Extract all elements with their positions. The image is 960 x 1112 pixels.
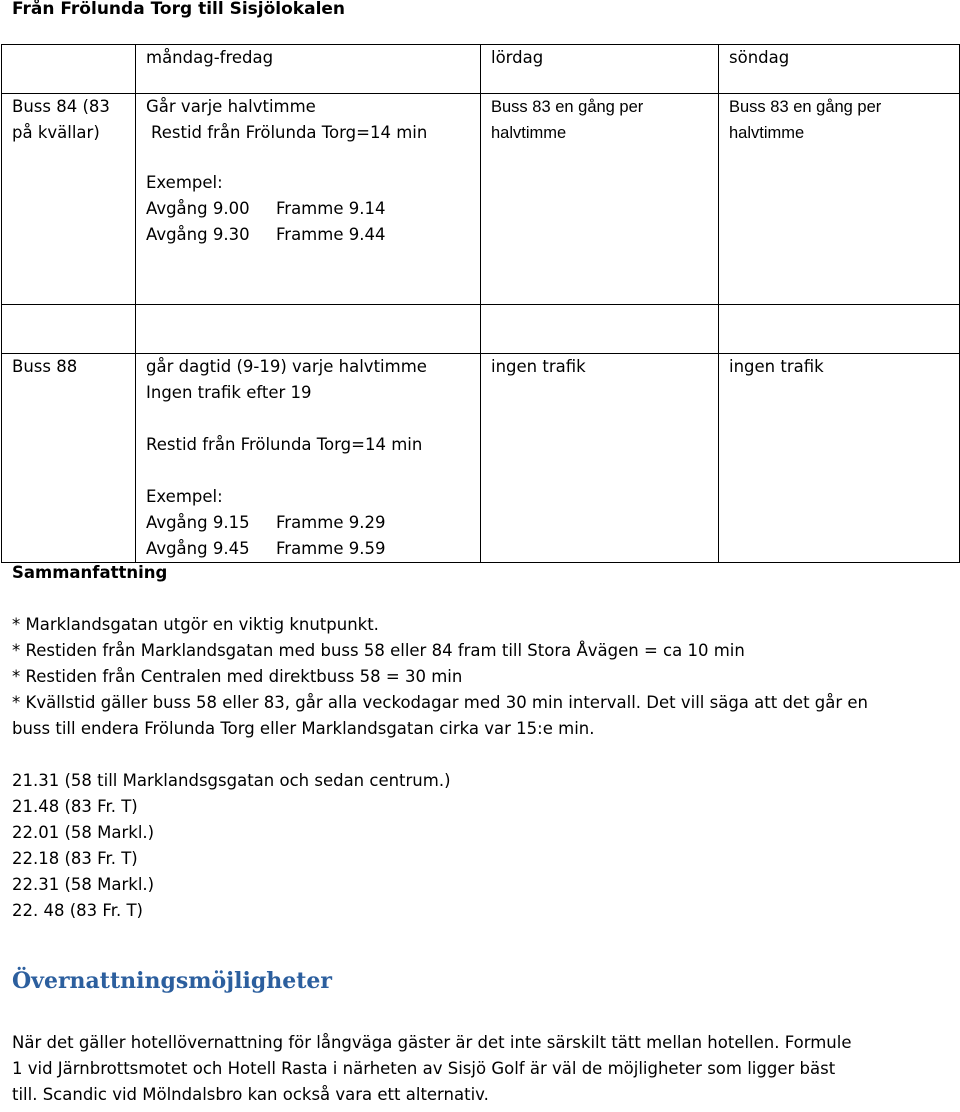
table-row-bus88 xyxy=(2,354,960,563)
evening-times-list xyxy=(12,768,942,924)
sunday-text: halvtimme xyxy=(729,124,805,142)
example-label: Exempel: xyxy=(146,173,223,192)
example-line xyxy=(146,222,480,248)
summary-lines xyxy=(12,612,942,742)
accommodation-line: till. Scandic vid Mölndalsbro kan också vara ett alternativ. xyxy=(12,1085,489,1104)
table-header-row xyxy=(2,45,960,94)
spacer-cell xyxy=(719,305,960,354)
weekday-cell xyxy=(136,94,481,305)
accommodation-line: 1 vid Järnbrottsmotet och Hotell Rasta i närheten av Sisjö Golf är väl de möjligheter som ligger bäst xyxy=(12,1059,836,1078)
spacer-cell xyxy=(2,305,136,354)
summary-line: * Marklandsgatan utgör en viktig knutpunkt. xyxy=(12,615,379,634)
weekday-travel-time: Restid från Frölunda Torg=14 min xyxy=(151,123,428,142)
weekday-no-traffic: Ingen trafik efter 19 xyxy=(146,383,312,402)
sunday-text: ingen trafik xyxy=(729,357,824,376)
table-spacer-row xyxy=(2,305,960,354)
example-line xyxy=(146,510,480,536)
row-label-cell xyxy=(2,94,136,305)
summary-line: * Restiden från Marklandsgatan med buss 58 eller 84 fram till Stora Åvägen = ca 10 min xyxy=(12,641,745,660)
accommodation-heading: Övernattningsmöjligheter xyxy=(12,968,332,994)
example-line xyxy=(146,536,480,562)
header-empty-cell xyxy=(2,45,136,94)
weekday-travel-time: Restid från Frölunda Torg=14 min xyxy=(146,435,423,454)
example-arrival: Framme 9.29 xyxy=(276,513,386,532)
summary-line: buss till endera Frölunda Torg eller Marklandsgatan cirka var 15:e min. xyxy=(12,719,595,738)
saturday-text: ingen trafik xyxy=(491,357,586,376)
saturday-cell xyxy=(481,354,719,563)
saturday-text: halvtimme xyxy=(491,124,567,142)
sunday-cell xyxy=(719,354,960,563)
example-arrival: Framme 9.14 xyxy=(276,199,386,218)
evening-time: 22.31 (58 Markl.) xyxy=(12,875,155,894)
sunday-cell xyxy=(719,94,960,305)
summary-heading: Sammanfattning xyxy=(12,563,168,582)
evening-time: 22. 48 (83 Fr. T) xyxy=(12,901,143,920)
spacer-cell xyxy=(481,305,719,354)
evening-time: 22.18 (83 Fr. T) xyxy=(12,849,138,868)
accommodation-line: När det gäller hotellövernattning för långväga gäster är det inte särskilt tätt mellan hotellen. Formule xyxy=(12,1033,852,1052)
weekday-cell xyxy=(136,354,481,563)
header-weekday: måndag-fredag xyxy=(136,45,481,94)
example-arrival: Framme 9.44 xyxy=(276,225,386,244)
example-arrival: Framme 9.59 xyxy=(276,539,386,558)
evening-time: 21.48 (83 Fr. T) xyxy=(12,797,138,816)
row-label-line: Buss 84 (83 xyxy=(12,97,110,116)
header-sunday: söndag xyxy=(719,45,960,94)
example-departure: Avgång 9.00 xyxy=(146,199,250,218)
header-saturday: lördag xyxy=(481,45,719,94)
example-departure: Avgång 9.15 xyxy=(146,513,250,532)
accommodation-text xyxy=(12,1030,942,1108)
summary-line: * Restiden från Centralen med direktbuss 58 = 30 min xyxy=(12,667,463,686)
example-departure: Avgång 9.45 xyxy=(146,539,250,558)
row-label-line: Buss 88 xyxy=(12,357,78,376)
saturday-cell xyxy=(481,94,719,305)
table-row-bus84 xyxy=(2,94,960,305)
summary-line: * Kvällstid gäller buss 58 eller 83, går alla veckodagar med 30 min intervall. Det vill säga att det går en xyxy=(12,693,869,712)
sunday-text: Buss 83 en gång per xyxy=(729,98,882,116)
row-label-line: på kvällar) xyxy=(12,123,100,142)
weekday-frequency: går dagtid (9-19) varje halvtimme xyxy=(146,357,427,376)
weekday-frequency: Går varje halvtimme xyxy=(146,97,316,116)
page-title: Från Frölunda Torg till Sisjölokalen xyxy=(12,0,346,19)
saturday-text: Buss 83 en gång per xyxy=(491,98,644,116)
evening-time: 22.01 (58 Markl.) xyxy=(12,823,155,842)
example-line xyxy=(146,196,480,222)
example-departure: Avgång 9.30 xyxy=(146,225,250,244)
evening-time: 21.31 (58 till Marklandsgsgatan och sedan centrum.) xyxy=(12,771,451,790)
example-label: Exempel: xyxy=(146,487,223,506)
row-label-cell xyxy=(2,354,136,563)
spacer-cell xyxy=(136,305,481,354)
schedule-table xyxy=(1,44,960,563)
